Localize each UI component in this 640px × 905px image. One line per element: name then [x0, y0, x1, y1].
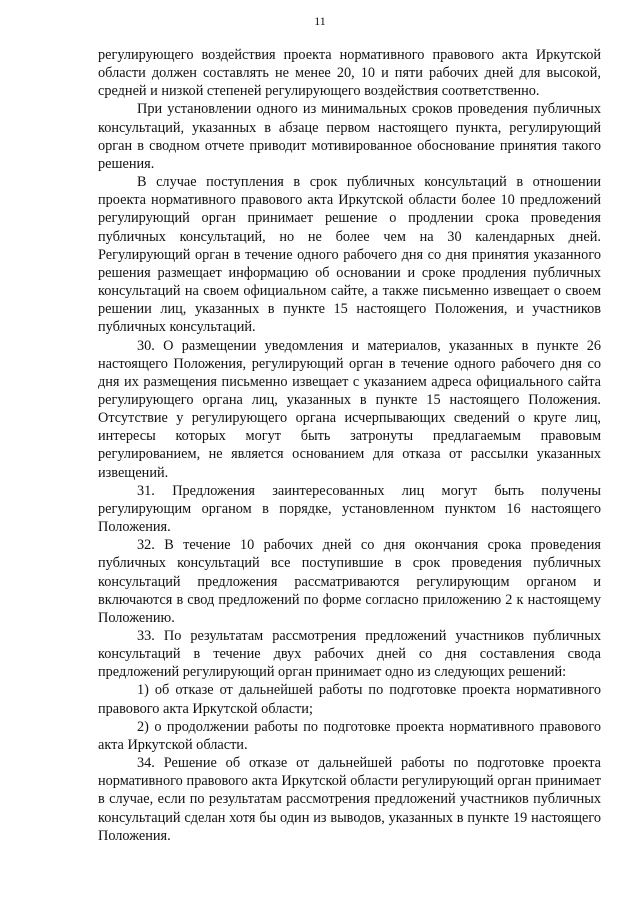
paragraph-item-33-option-1: 1) об отказе от дальнейшей работы по подготовке проекта нормативного правового акта Иркутской области; — [98, 682, 601, 717]
paragraph-item-33-option-2: 2) о продолжении работы по подготовке проекта нормативного правового акта Иркутской области. — [98, 718, 601, 753]
paragraph-continuation: регулирующего воздействия проекта нормативного правового акта Иркутской области должен составлять не менее 20, 10 и пяти рабочих дней для высокой, средней и низкой степеней регулирующего воздействия соответственно. — [98, 47, 601, 100]
document-body — [98, 46, 601, 845]
paragraph-term-extension: В случае поступления в срок публичных консультаций в отношении проекта нормативного правового акта Иркутской области более 10 предложений регулирующий орган принимает решение о продлении срока проведения публичных консультаций, но не более чем на 30 календарных дней. Регулирующий орган в течение одного рабочего дня со дня принятия указанного решения размещает информацию об основании и сроке продления публичных консультаций на своем официальном сайте, а также письменно извещает о своем решении лиц, указанных в пункте 15 настоящего Положения, и участников публичных консультаций. — [98, 174, 601, 336]
paragraph-item-34: 34. Решение об отказе от дальнейшей работы по подготовке проекта нормативного правового акта Иркутской области регулирующий орган принимает в случае, если по результатам рассмотрения предложений участников публичных консультаций сделан хотя бы один из выводов, указанных в пункте 19 настоящего Положения. — [98, 755, 601, 844]
paragraph-item-31: 31. Предложения заинтересованных лиц могут быть получены регулирующим органом в порядке, установленном пунктом 16 настоящего Положения. — [98, 482, 601, 536]
paragraph-item-33: 33. По результатам рассмотрения предложений участников публичных консультаций в течение двух рабочих дней со дня составления свода предложений регулирующий орган принимает одно из следующих решений: — [98, 628, 601, 681]
page-number: 11 — [314, 14, 326, 28]
paragraph-item-32: 32. В течение 10 рабочих дней со дня окончания срока проведения публичных консультаций все поступившие в срок проведения публичных консультаций предложения рассматриваются регулирующим органом и включаются в свод предложений по форме согласно приложению 2 к настоящему Положению. — [98, 537, 601, 626]
paragraph-item-30: 30. О размещении уведомления и материалов, указанных в пункте 26 настоящего Положения, регулирующий орган в течение одного рабочего дня со дня их размещения письменно извещает с указанием адреса официального сайта регулирующего органа лиц, указанных в пункте 15 настоящего Положения. Отсутствие у регулирующего органа исчерпывающих сведений о круге лиц, интересы которых могут быть затронуты предлагаемым правовым регулированием, не является основанием для отказа от рассылки указанных извещений. — [98, 337, 601, 481]
paragraph-minimum-term-justification: При установлении одного из минимальных сроков проведения публичных консультаций, указанных в абзаце первом настоящего пункта, регулирующий орган в сводном отчете приводит мотивированное обоснование принятия такого решения. — [98, 101, 601, 172]
